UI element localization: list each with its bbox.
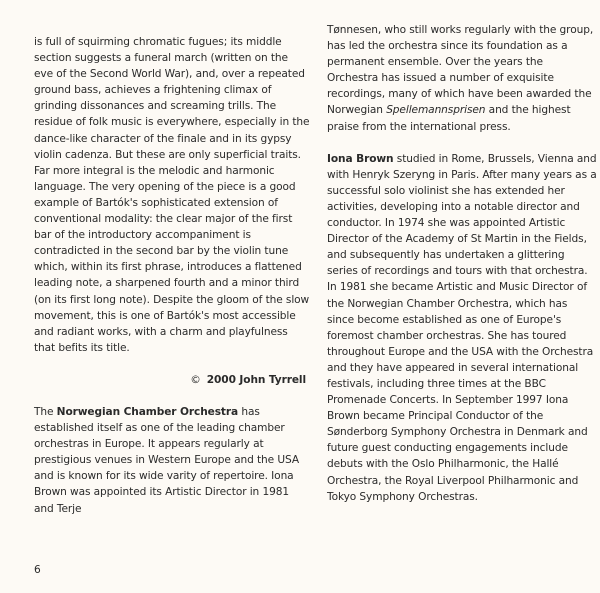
essay-continuation-paragraph: is full of squirming chromatic fugues; its middle section suggests a funeral march (written on the eve of the Second World War), and, over a repeated ground bass, achieves a frightening climax of grinding dissonances and screaming trills. The residue of folk music is everywhere, especially in the dance-like character of the finale and in its gypsy violin cadenza. But these are only superficial traits. Far more integral is the melodic and harmonic language. The very opening of the piece is a good example of Bartók's sophisticated extension of conventional modality: the clear major of the first bar of the introductory accompaniment is contradicted in the second bar by the violin tune which, within its first phrase, introduces a flattened leading note, a sharpened fourth and a minor third (on its first long note). Despite the gloom of the slow movement, this is one of Bartók's most accessible and radiant works, with a charm and playfulness that befits its title. [34, 36, 310, 354]
iona-brown-biography-text: studied in Rome, Brussels, Vienna and with Henryk Szeryng in Paris. After many years as a successful solo violinist she has extended her activities, developing into a notable director and conductor. In 1974 she was appointed Artistic Director of the Academy of St Martin in the Fields, and subsequently has undertaken a glittering series of recordings and tours with that orchestra. In 1981 she became Artistic and Music Director of the Norwegian Chamber Orchestra, which has since become established as one of Europe's foremost chamber orchestras. She has toured throughout Europe and the USA with the Orchestra and they have appeared in several international festivals, including three times at the BBC Promenade Concerts. In September 1997 Iona Brown became Principal Conductor of the Sønderborg Symphony Orchestra in Denmark and future guest conducting engagements include debuts with the Oslo Philharmonic, the Hallé Orchestra, the Royal Liverpool Philharmonic and Tokyo Symphony Orchestras. [327, 152, 597, 503]
orchestra-lead-text: The [34, 405, 57, 418]
spacer [34, 388, 310, 404]
orchestra-continuation-paragraph [327, 22, 597, 135]
orchestra-continuation-text: Tønnesen, who still works regularly with the group, has led the orchestra since its foundation as a permanent ensemble. Over the years the Orchestra has issued a number of exquisite recordings, many of which have been awarded the Norwegian [327, 24, 594, 117]
orchestra-body-text: has established itself as one of the leading chamber orchestras in Europe. It appears regularly at prestigious venues in Western Europe and the USA and is known for its wide varity of repertoire. Iona Brown was appointed its Artistic Director in 1981 and Terje [34, 405, 299, 515]
orchestra-name-bold: Norwegian Chamber Orchestra [56, 405, 239, 418]
signature-author: 2000 John Tyrrell [206, 373, 306, 386]
essay-signature [34, 372, 310, 388]
iona-brown-biography-paragraph [327, 151, 597, 505]
spacer [34, 356, 310, 372]
orchestra-intro-paragraph [34, 404, 310, 517]
page-number: 6 [34, 564, 41, 576]
orchestra-continuation-end: and the highest praise from the international press. [327, 104, 571, 133]
copyright-symbol: © [190, 373, 201, 386]
left-column [34, 34, 310, 517]
iona-brown-name-bold: Iona Brown [327, 152, 394, 165]
award-name-italic: Spellemannsprisen [386, 104, 486, 117]
spacer [327, 135, 597, 151]
right-column [327, 22, 597, 505]
